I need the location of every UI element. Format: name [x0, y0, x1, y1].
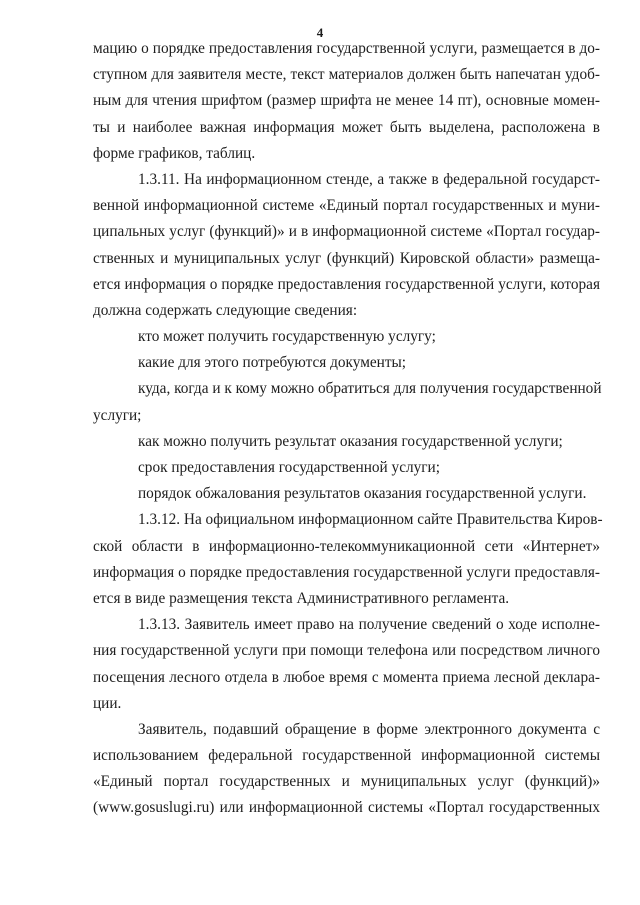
- text-line: ципальных услуг (функций)» и в информационной системе «Портал государ-: [93, 223, 600, 241]
- text-line: 1.3.12. На официальном информационном сайте Правительства Киров-: [138, 511, 603, 529]
- text-line: как можно получить результат оказания государственной услуги;: [138, 432, 563, 450]
- text-line: 1.3.11. На информационном стенде, а также в федеральной государст-: [138, 170, 600, 188]
- text-line: порядок обжалования результатов оказания государственной услуги.: [138, 485, 587, 503]
- text-line: услуги;: [93, 406, 142, 424]
- text-line: ции.: [93, 694, 122, 712]
- text-line: ется в виде размещения текста Административного регламента.: [93, 589, 510, 607]
- text-line: мацию о порядке предоставления государственной услуги, размещается в до-: [93, 40, 600, 57]
- text-line: ской области в информационно-телекоммуникационной сети «Интернет»: [93, 537, 600, 555]
- text-line: куда, когда и к кому можно обратиться для получения государственной: [138, 380, 602, 398]
- text-line: «Единый портал государственных и муниципальных услуг (функций)»: [93, 773, 600, 791]
- text-line: форме графиков, таблиц.: [93, 144, 256, 162]
- text-line: срок предоставления государственной услуги;: [138, 459, 440, 476]
- text-line: кто может получить государственную услугу;: [138, 328, 436, 346]
- document-body: [93, 36, 603, 822]
- text-line: должна содержать следующие сведения:: [93, 301, 358, 319]
- text-line: информация о порядке предоставления государственной услуги предоставля-: [93, 563, 600, 581]
- text-line: венной информационной системе «Единый портал государственных и муни-: [93, 197, 600, 215]
- text-line: ступном для заявителя месте, текст материалов должен быть напечатан удоб-: [93, 66, 600, 84]
- page-number: 4: [316, 25, 324, 40]
- text-line: ственных и муниципальных услуг (функций) Кировской области» размеща-: [93, 249, 600, 267]
- text-line: (www.gosuslugi.ru) или информационной системы «Портал государственных: [93, 799, 600, 817]
- text-line: ется информация о порядке предоставления государственной услуги, которая: [93, 275, 600, 293]
- text-line: ным для чтения шрифтом (размер шрифта не менее 14 пт), основные момен-: [93, 92, 600, 110]
- text-line: ты и наиболее важная информация может быть выделена, расположена в: [93, 118, 600, 136]
- text-line: посещения лесного отдела в любое время с момента приема лесной деклара-: [93, 668, 600, 686]
- text-line: ния государственной услуги при помощи телефона или посредством личного: [93, 642, 600, 660]
- text-line: какие для этого потребуются документы;: [138, 354, 407, 372]
- text-line: Заявитель, подавший обращение в форме электронного документа с: [138, 720, 600, 738]
- text-line: использованием федеральной государственной информационной системы: [93, 747, 600, 765]
- text-line: 1.3.13. Заявитель имеет право на получение сведений о ходе исполне-: [138, 616, 600, 634]
